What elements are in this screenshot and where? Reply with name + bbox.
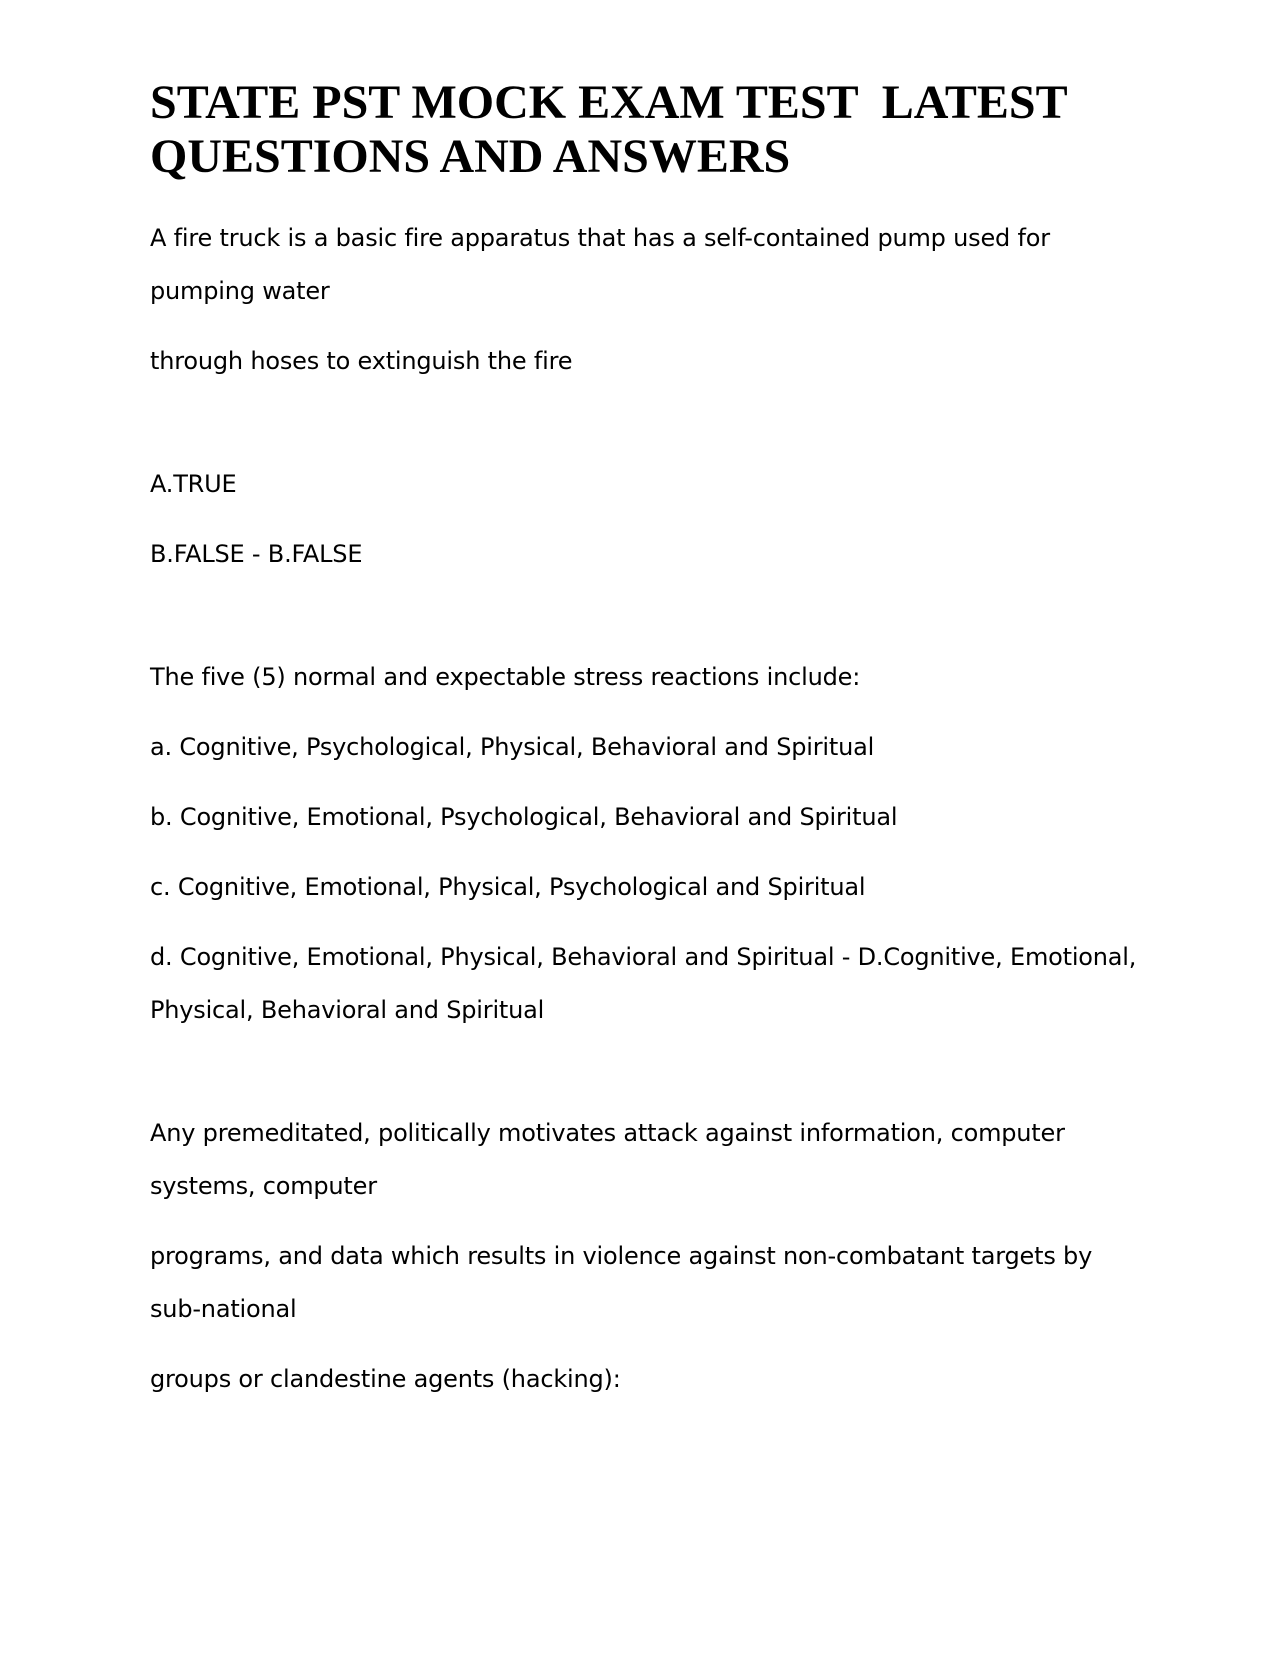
q2-option-c: c. Cognitive, Emotional, Physical, Psychological and Spiritual bbox=[150, 873, 866, 901]
q2-stem: The five (5) normal and expectable stress reactions include: bbox=[150, 663, 861, 691]
q2-option-b: b. Cognitive, Emotional, Psychological, Behavioral and Spiritual bbox=[150, 803, 898, 831]
q2-option-d-answer: d. Cognitive, Emotional, Physical, Behavioral and Spiritual - D.Cognitive, Emotional, Physical, Behavioral and Spiritual bbox=[150, 943, 1137, 1024]
q3-stem-line2: programs, and data which results in violence against non-combatant targets by sub-national bbox=[150, 1242, 1093, 1323]
q1-option-b-answer: B.FALSE - B.FALSE bbox=[150, 540, 363, 568]
document-title: STATE PST MOCK EXAM TEST LATEST QUESTIONS AND ANSWERS bbox=[150, 76, 1079, 183]
q3-stem-line1: Any premeditated, politically motivates attack against information, computer systems, computer bbox=[150, 1119, 1065, 1200]
document-body bbox=[150, 76, 1140, 1423]
q2-option-a: a. Cognitive, Psychological, Physical, Behavioral and Spiritual bbox=[150, 733, 875, 761]
q1-option-a: A.TRUE bbox=[150, 470, 237, 498]
q1-stem-line1: A fire truck is a basic fire apparatus that has a self-contained pump used for pumping water bbox=[150, 224, 1050, 305]
q1-stem-line2: through hoses to extinguish the fire bbox=[150, 347, 573, 375]
q3-stem-line3: groups or clandestine agents (hacking): bbox=[150, 1365, 621, 1393]
